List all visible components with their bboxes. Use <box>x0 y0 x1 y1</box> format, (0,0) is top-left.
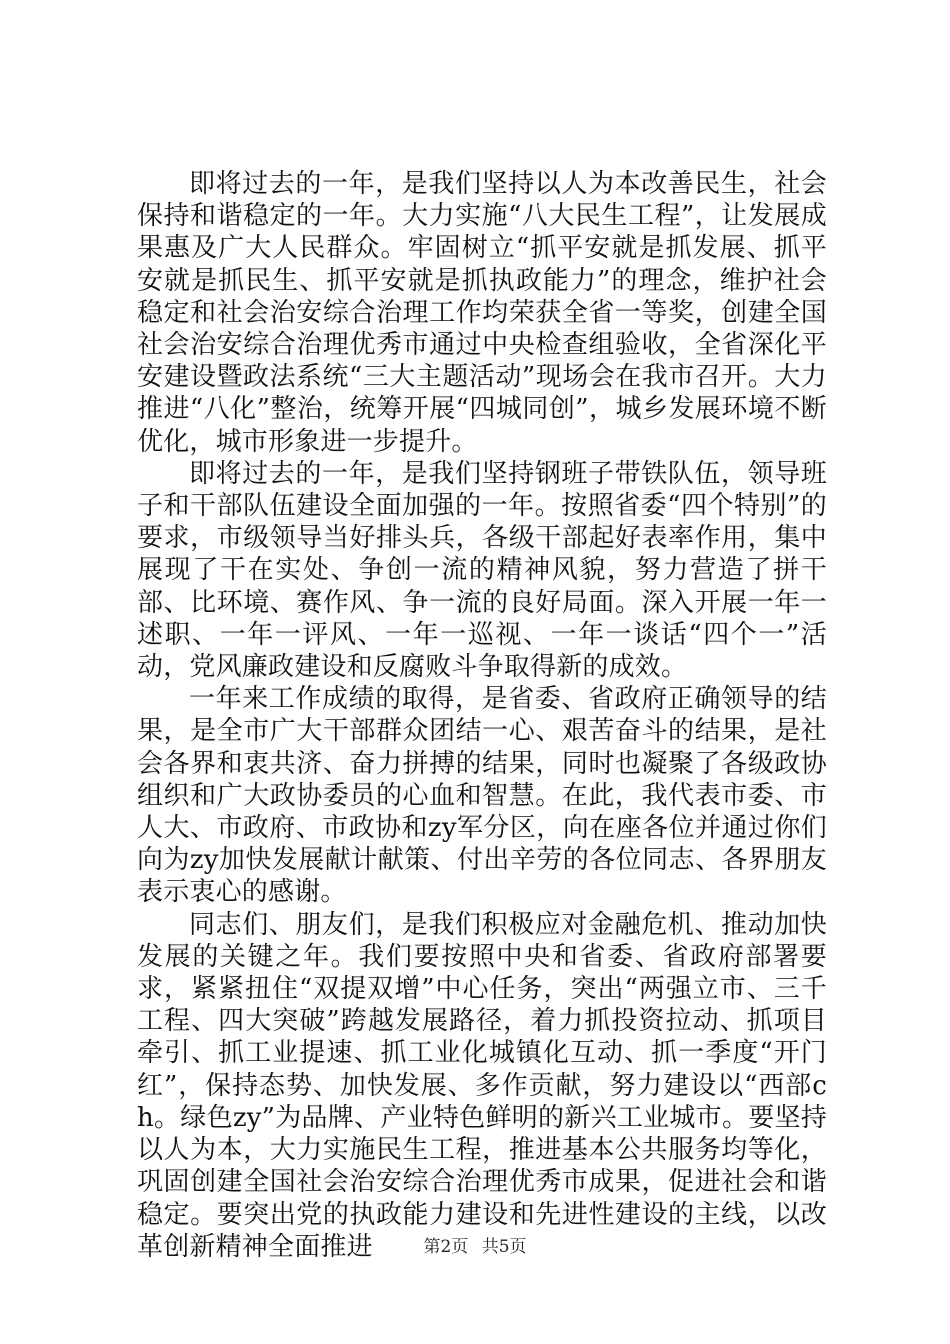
paragraph: 一年来工作成绩的取得，是省委、省政府正确领导的结果，是全市广大干部群众团结一心、艰苦奋斗的结果，是社会各界和衷共济、奋力拼搏的结果，同时也凝聚了各级政协组织和广大政协委员的心血和智慧。在此，我代表市委、市人大、市政府、市政协和zy军分区，向在座各位并通过你们向为zy加快发展献计献策、付出辛劳的各位同志、各界朋友表示衷心的感谢。 <box>137 684 827 908</box>
document-body <box>137 168 827 1263</box>
page-number: 第2页 <box>423 1237 469 1257</box>
page-total: 共5页 <box>481 1237 527 1257</box>
page-footer <box>0 1236 950 1258</box>
paragraph: 同志们、朋友们，是我们积极应对金融危机、推动加快发展的关键之年。我们要按照中央和省委、省政府部署要求，紧紧扭住“双提双增”中心任务，突出“两强立市、三千工程、四大突破”跨越发展路径，着力抓投资拉动、抓项目牵引、抓工业提速、抓工业化城镇化互动、抓一季度“开门红”，保持态势、加快发展、多作贡献，努力建设以“西部ch。绿色zy”为品牌、产业特色鲜明的新兴工业城市。要坚持以人为本，大力实施民生工程，推进基本公共服务均等化，巩固创建全国社会治安综合治理优秀市成果，促进社会和谐稳定。要突出党的执政能力建设和先进性建设的主线，以改革创新精神全面推进 <box>137 909 827 1262</box>
paragraph: 即将过去的一年，是我们坚持钢班子带铁队伍，领导班子和干部队伍建设全面加强的一年。按照省委“四个特别”的要求，市级领导当好排头兵，各级干部起好表率作用，集中展现了干在实处、争创一流的精神风貌，努力营造了拼干部、比环境、赛作风、争一流的良好局面。深入开展一年一述职、一年一评风、一年一巡视、一年一谈话“四个一”活动，党风廉政建设和反腐败斗争取得新的成效。 <box>137 458 827 683</box>
paragraph: 即将过去的一年，是我们坚持以人为本改善民生，社会保持和谐稳定的一年。大力实施“八大民生工程”，让发展成果惠及广大人民群众。牢固树立“抓平安就是抓发展、抓平安就是抓民生、抓平安就是抓执政能力”的理念，维护社会稳定和社会治安综合治理工作均荣获全省一等奖，创建全国社会治安综合治理优秀市通过中央检查组验收，全省深化平安建设暨政法系统“三大主题活动”现场会在我市召开。大力推进“八化”整治，统筹开展“四城同创”，城乡发展环境不断优化，城市形象进一步提升。 <box>137 169 827 457</box>
